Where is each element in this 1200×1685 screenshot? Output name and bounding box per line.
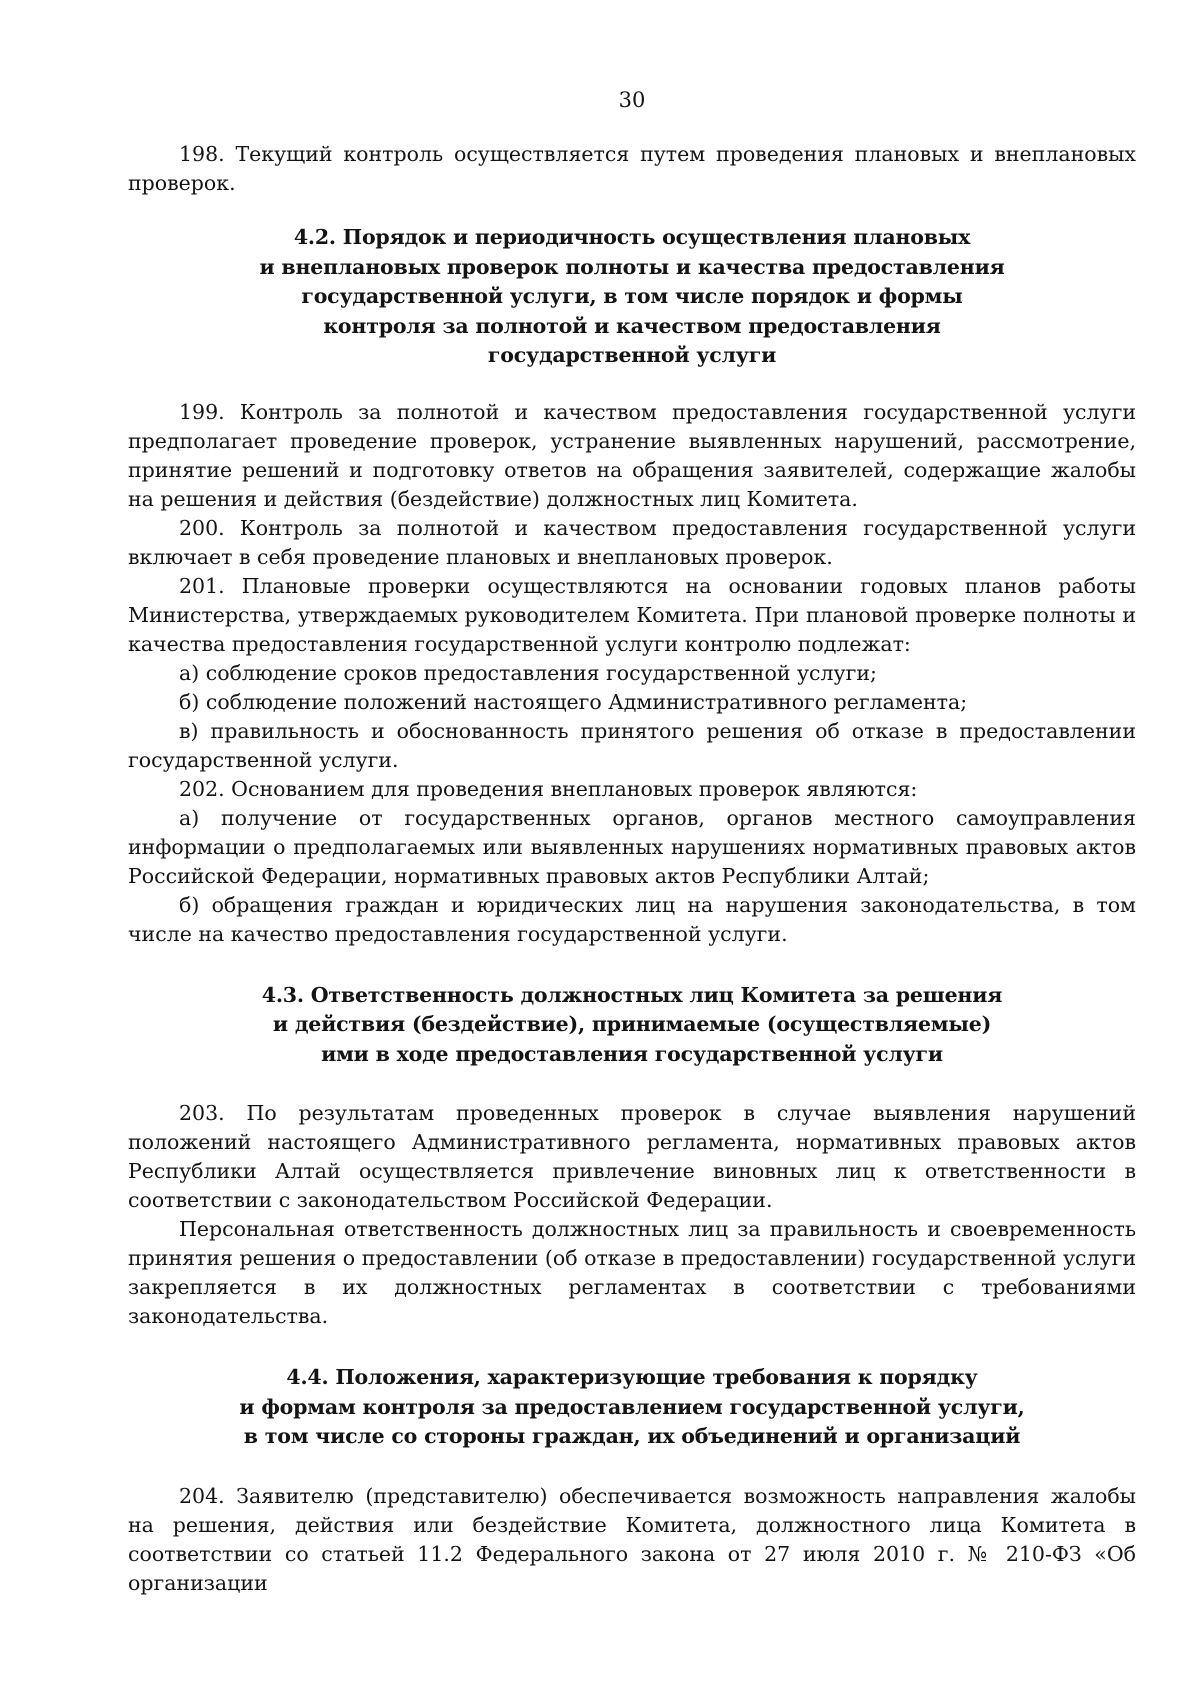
paragraph-200: 200. Контроль за полнотой и качеством предоставления государственной услуги включает в себя проведение плановых и внеплановых проверок. — [128, 515, 1136, 569]
document-page — [128, 86, 1136, 1598]
heading-line: 4.2. Порядок и периодичность осуществления плановых — [293, 225, 971, 249]
heading-line: 4.4. Положения, характеризующие требования к порядку — [286, 1365, 978, 1389]
heading-line: и внеплановых проверок полноты и качества предоставления — [259, 254, 1005, 279]
page-number: 30 — [618, 88, 646, 112]
heading-line: контроля за полнотой и качеством предоставления — [323, 313, 941, 338]
section-heading-4-3 — [128, 981, 1136, 1070]
heading-line: и формам контроля за предоставлением государственной услуги, — [239, 1394, 1025, 1419]
list-item-202-a: а) получение от государственных органов, органов местного самоуправления информации о предполагаемых или выявленных нарушениях нормативных правовых актов Российской Федерации, нормативных правовых актов Республики Алтай; — [128, 805, 1136, 888]
heading-line: 4.3. Ответственность должностных лиц Комитета за решения — [261, 982, 1003, 1007]
heading-line: и действия (бездействие), принимаемые (осуществляемые) — [272, 1012, 992, 1036]
list-item-202-b: б) обращения граждан и юридических лиц на нарушения законодательства, в том числе на качество предоставления государственной услуги. — [128, 892, 1136, 946]
paragraph-199: 199. Контроль за полнотой и качеством предоставления государственной услуги предполагает проведение проверок, устранение выявленных нарушений, рассмотрение, принятие решений и подготовку ответов на обращения заявителей, содержащие жалобы на решения и действия (бездействие) должностных лиц Комитета. — [128, 399, 1136, 511]
paragraph-198: 198. Текущий контроль осуществляется путем проведения плановых и внеплановых проверок. — [128, 142, 1136, 195]
paragraph-204: 204. Заявителю (представителю) обеспечивается возможность направления жалобы на решения, действия или бездействие Комитета, должностного лица Комитета в соответствии со статьей 11.2 Федерального закона от 27 июля 2010 г. № 210-ФЗ «Об организации — [128, 1483, 1136, 1595]
heading-line: государственной услуги, в том числе порядок и формы — [301, 284, 963, 308]
section-heading-4-4 — [128, 1363, 1136, 1452]
list-item-201-b: б) соблюдение положений настоящего Административного регламента; — [179, 689, 968, 714]
paragraph-personal-responsibility: Персональная ответственность должностных лиц за правильность и своевременность принятия решения о предоставлении (об отказе в предоставлении) государственной услуги закрепляется в их должностных регламентах в соответствии с требованиями законодательства. — [128, 1217, 1136, 1328]
paragraph-201: 201. Плановые проверки осуществляются на основании годовых планов работы Министерства, утверждаемых руководителем Комитета. При плановой проверке полноты и качества предоставления государственной услуги контролю подлежат: — [128, 573, 1136, 656]
heading-line: ими в ходе предоставления государственной услуги — [321, 1041, 943, 1066]
paragraph-202: 202. Основанием для проведения внеплановых проверок являются: — [179, 776, 918, 801]
list-item-201-v: в) правильность и обоснованность принятого решения об отказе в предоставлении государственной услуги. — [128, 718, 1136, 772]
heading-line: в том числе со стороны граждан, их объединений и организаций — [243, 1424, 1021, 1448]
paragraph-203: 203. По результатам проведенных проверок в случае выявления нарушений положений настоящего Административного регламента, нормативных правовых актов Республики Алтай осуществляется привлечение виновных лиц к ответственности в соответствии с законодательством Российской Федерации. — [128, 1101, 1136, 1212]
heading-line: государственной услуги — [487, 343, 777, 367]
list-item-201-a: а) соблюдение сроков предоставления государственной услуги; — [179, 660, 877, 685]
section-heading-4-2 — [128, 223, 1136, 371]
